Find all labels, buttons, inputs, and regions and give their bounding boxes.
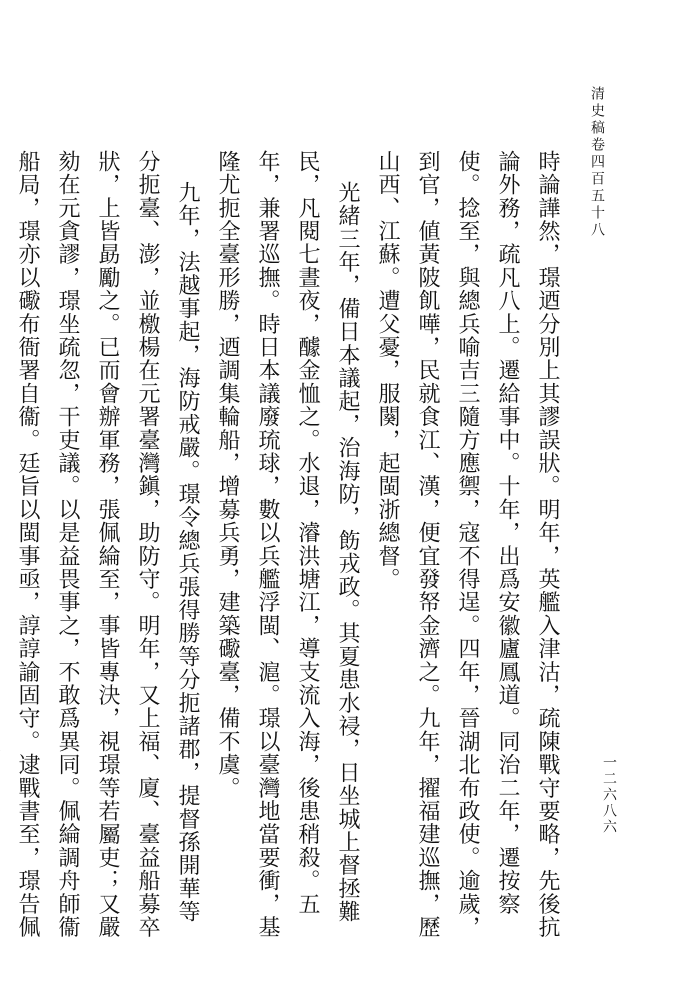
body-text: [0, 150, 567, 940]
paragraph: 九年，法越事起，海防戒嚴。璟令總兵張得勝等分扼諸郡，提督孫開華等分扼臺、澎，並檄楊在元署臺灣鎭，助防守。明年，又上福、廈、臺益船募卒狀，上皆勗勵之。已而會辦軍務，張佩綸至，事皆專決，視璟等若屬吏；又嚴劾在元貪謬，璟坐疏忽，干吏議。以是益畏事之，不敢爲異同。佩綸調舟師衞船局，璟亦以礮布衙署自衞。廷旨以閩事亟，諄諄諭固守。逮戰書至，璟告佩: [15, 150, 200, 939]
page-number: 一二六八六: [601, 755, 617, 835]
paragraph-continued: 時論譁然，璟迺分別上其謬誤狀。明年，英艦入津沽，疏陳戰守要略，先後抗論外務，疏凡八上。遷給事中。十年，出爲安徽廬鳳道。同治二年，遷按察使。捻至，與總兵喻吉三隨方應禦，寇不得逞。四年，晉湖北布政使。逾歲，到官，値黃陂飢嘩，民就食江、漢，便宜發帑金濟之。九年，擢福建巡撫，歷山西、江蘇。遭父憂，服闋，起閩浙總督。: [375, 150, 560, 939]
paragraph: 光緒三年，備日本議起，治海防，飭戎政。其夏患水祲，日坐城上督拯難民，凡閱七晝夜，醵金恤之。水退，濬洪塘江，導支流入海，後患稍殺。五年，兼署巡撫。時日本議廢琉球，數以兵艦浮閩、滬。璟以臺灣地當要衝，基隆尤扼全臺形勝，迺調集輪船，增募兵勇，建築礮臺，備不虞。: [215, 150, 360, 939]
running-header-title: 清史稿卷四百五十八: [589, 86, 605, 239]
